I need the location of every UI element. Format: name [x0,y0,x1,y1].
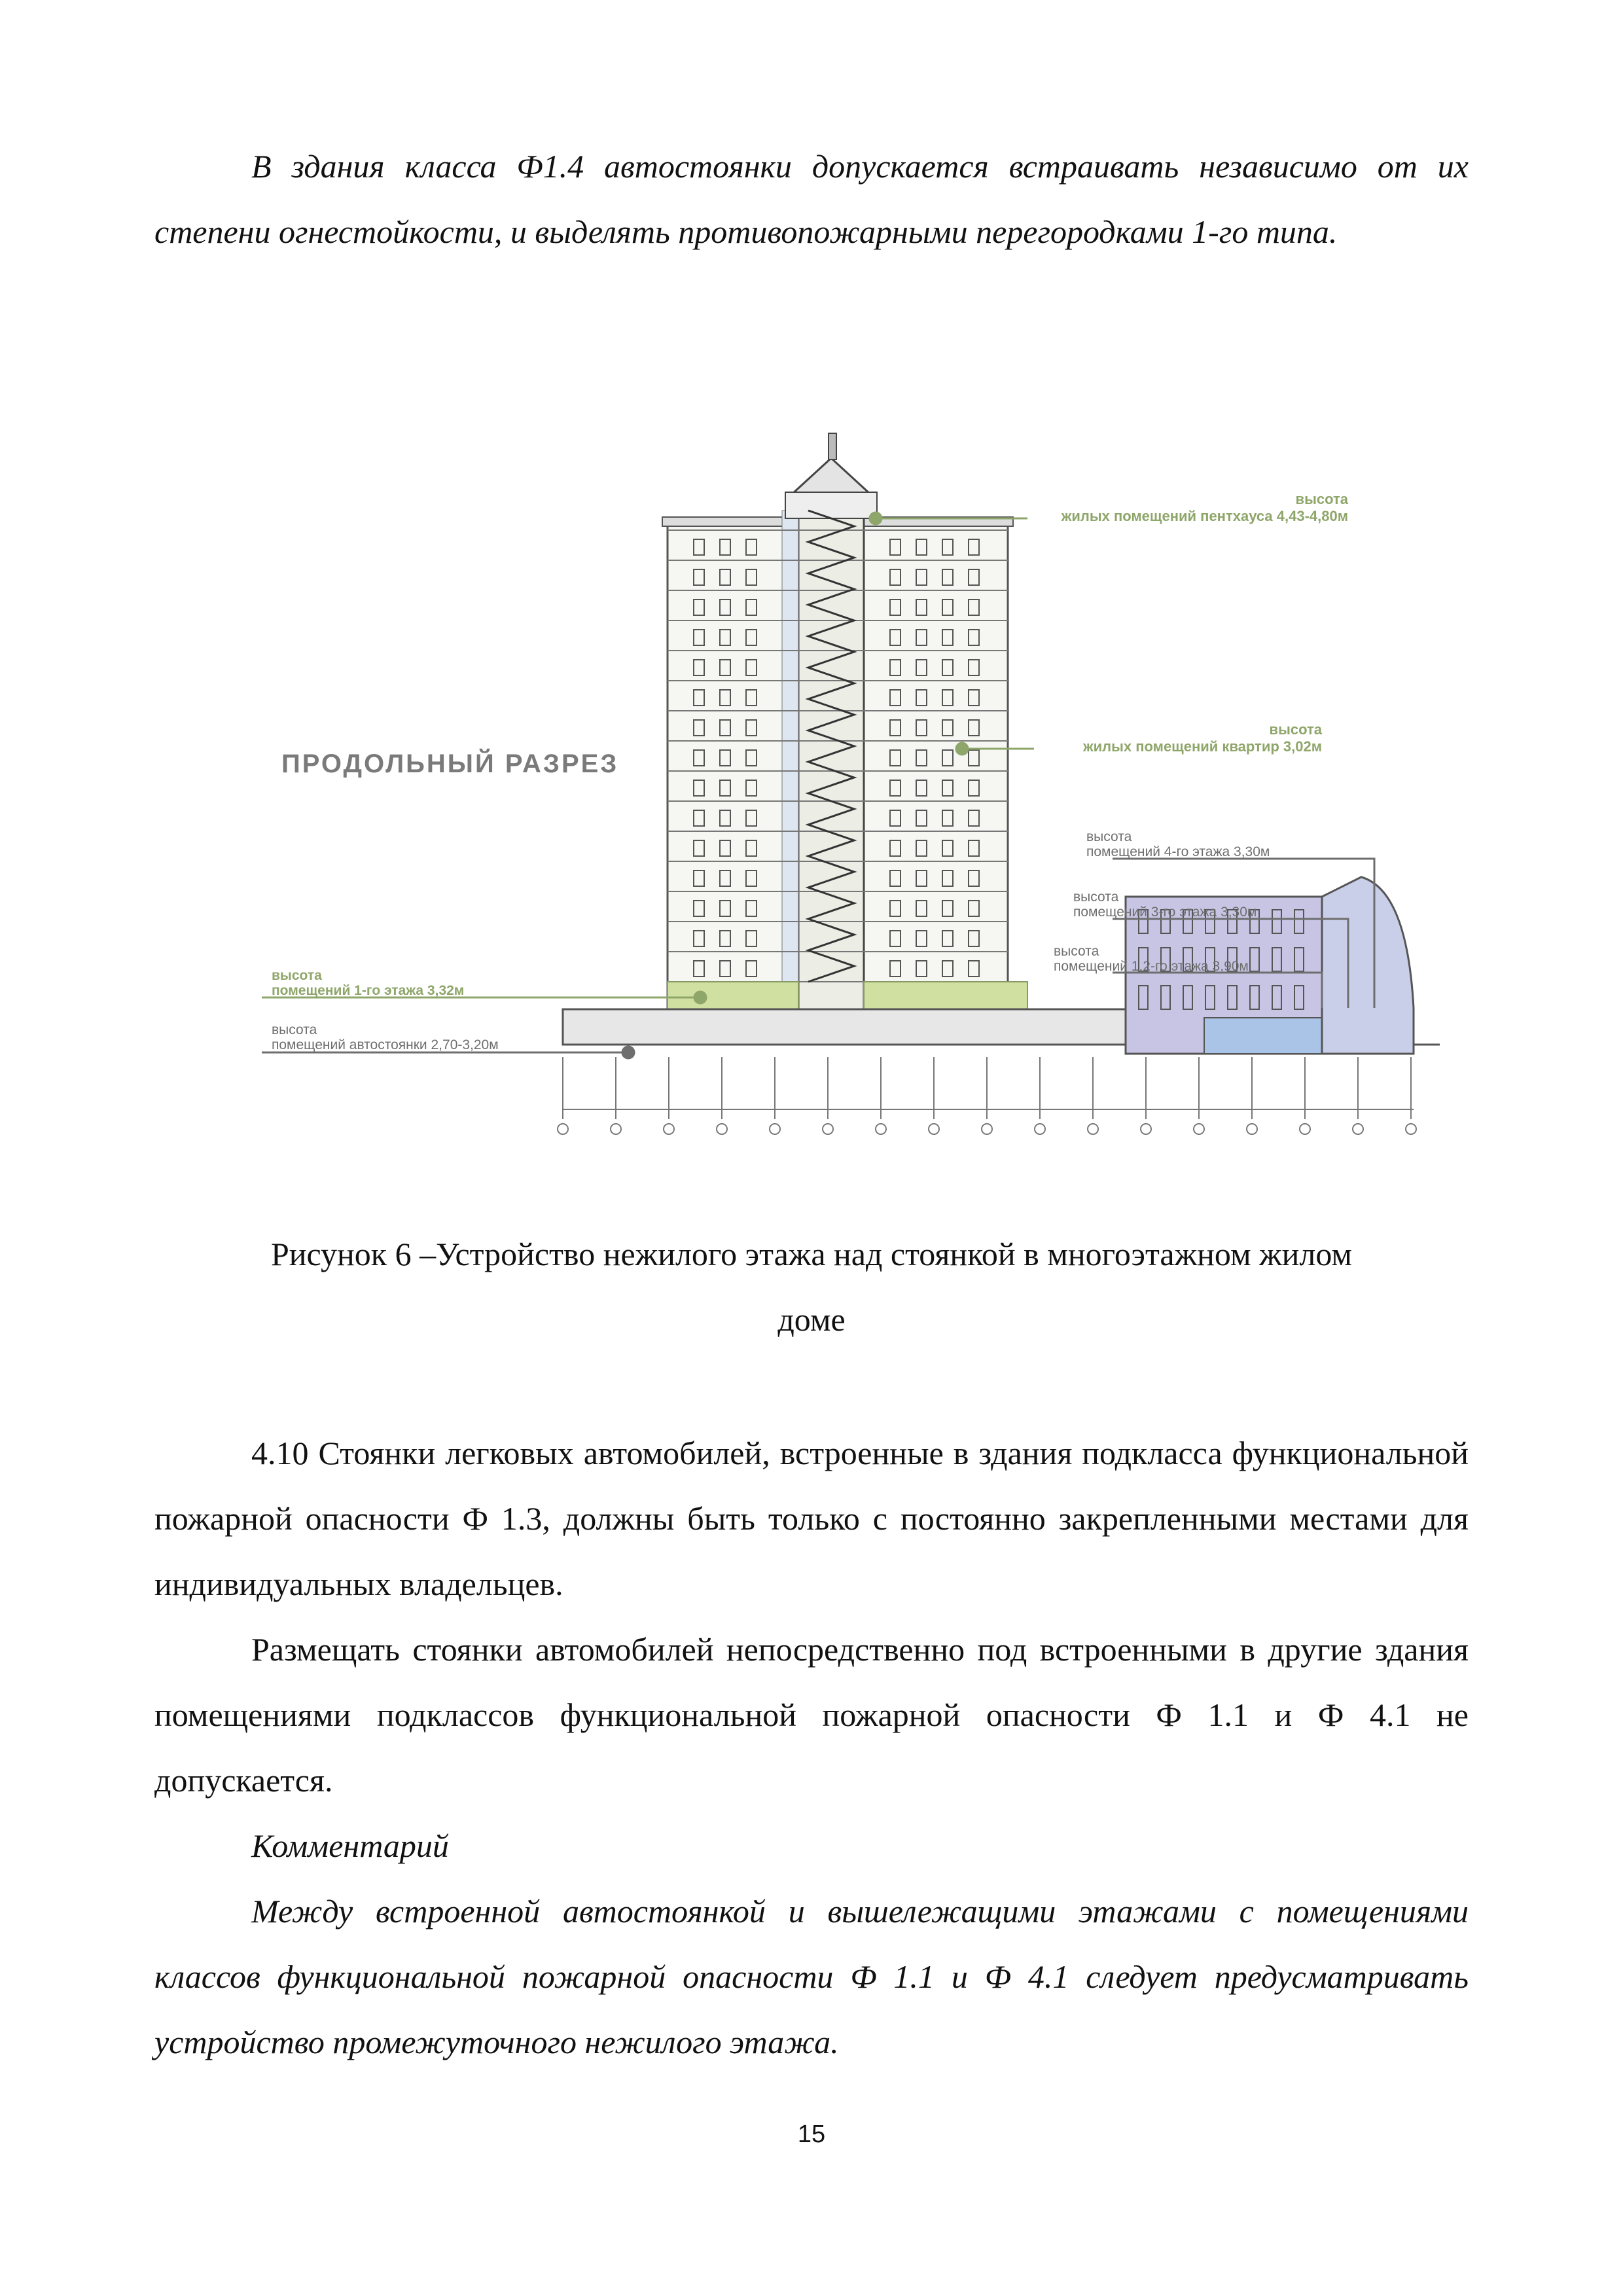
label-floor1-2: помещений 1-го этажа 3,32м [272,983,465,998]
figure-caption-line1: Рисунок 6 –Устройство нежилого этажа над стоянкой в многоэтажном жилом [270,1236,1353,1272]
label-parking-1: высота [272,1022,317,1037]
label-apartments-2: жилых помещений квартир 3,02м [1083,738,1322,755]
green-floor-left [668,982,798,1009]
chimney [829,433,836,459]
roof-cap [792,458,870,494]
axis-marker [982,1124,992,1134]
axis-marker [1088,1124,1098,1134]
paragraph-placement-restriction: Размещать стоянки автомобилей непосредственно под встроенными в другие здания помещениями подклассов функциональной пожарной опасности Ф 1.1 и Ф 4.1 не допускается. [154,1631,1469,1799]
axis-marker [929,1124,939,1134]
green-floor-right [864,982,1027,1009]
axis-marker [558,1124,568,1134]
figure-longitudinal-section [262,419,1453,1204]
label-floor3-2: помещений 3-го этажа 3,30м [1073,905,1257,920]
paragraph-parking-in-f14: В здания класса Ф1.4 автостоянки допускается встраивать независимо от их степени огнестойкости, и выделять противопожарными перегородками 1-го типа. [154,148,1469,250]
axis-marker [1406,1124,1416,1134]
comment-paragraph: Между встроенной автостоянкой и вышележащими этажами с помещениями классов функциональной пожарной опасности Ф 1.1 и Ф 4.1 следует предусматривать устройство промежуточного нежилого этажа. [154,1893,1469,2060]
axis-marker [1194,1124,1204,1134]
parking-level [563,1009,1152,1045]
figure-caption-line2: доме [777,1301,846,1338]
axis-ticks [558,1057,1416,1134]
label-floor1-1: высота [272,968,322,983]
label-floor12-1: высота [1054,944,1099,959]
section-title: ПРОДОЛЬНЫЙ РАЗРЕЗ [281,749,619,778]
paragraph-4-10: 4.10 Стоянки легковых автомобилей, встроенные в здания подкласса функциональной пожарной опасности Ф 1.3, должны быть только с постоянно закрепленными местами для индивидуальных владельцев. [154,1435,1469,1602]
page-number: 15 [797,2121,826,2148]
leader-parking-dot [622,1047,634,1058]
axis-marker [876,1124,886,1134]
axis-marker [823,1124,833,1134]
label-floor12-2: помещений 1,2-го этажа 3,90м [1054,959,1249,974]
leader-penthouse-dot [870,512,882,524]
axis-marker [1353,1124,1363,1134]
label-floor4-1: высота [1086,829,1132,844]
axis-marker [1141,1124,1151,1134]
comment-heading: Комментарий [251,1827,449,1864]
label-apartments-1: высота [1269,721,1322,738]
axis-marker [717,1124,727,1134]
axis-marker [664,1124,674,1134]
axis-marker [611,1124,621,1134]
roof-pavilion [785,492,877,518]
axis-marker [1247,1124,1257,1134]
label-parking-2: помещений автостоянки 2,70-3,20м [272,1037,499,1052]
axis-marker [1035,1124,1045,1134]
axis-marker [1300,1124,1310,1134]
annex-curved-facade [1322,877,1414,1054]
section-drawing [262,419,1453,1204]
label-floor4-2: помещений 4-го этажа 3,30м [1086,844,1270,859]
label-penthouse-2: жилых помещений пентхауса 4,43-4,80м [1061,508,1348,524]
leader-apartments-dot [956,743,968,755]
stair-core [798,504,864,1041]
stair-core-side [782,511,798,1028]
label-penthouse-1: высота [1295,491,1348,507]
axis-marker [770,1124,780,1134]
leader-floor1-dot [694,992,706,1003]
label-floor3-1: высота [1073,889,1119,905]
